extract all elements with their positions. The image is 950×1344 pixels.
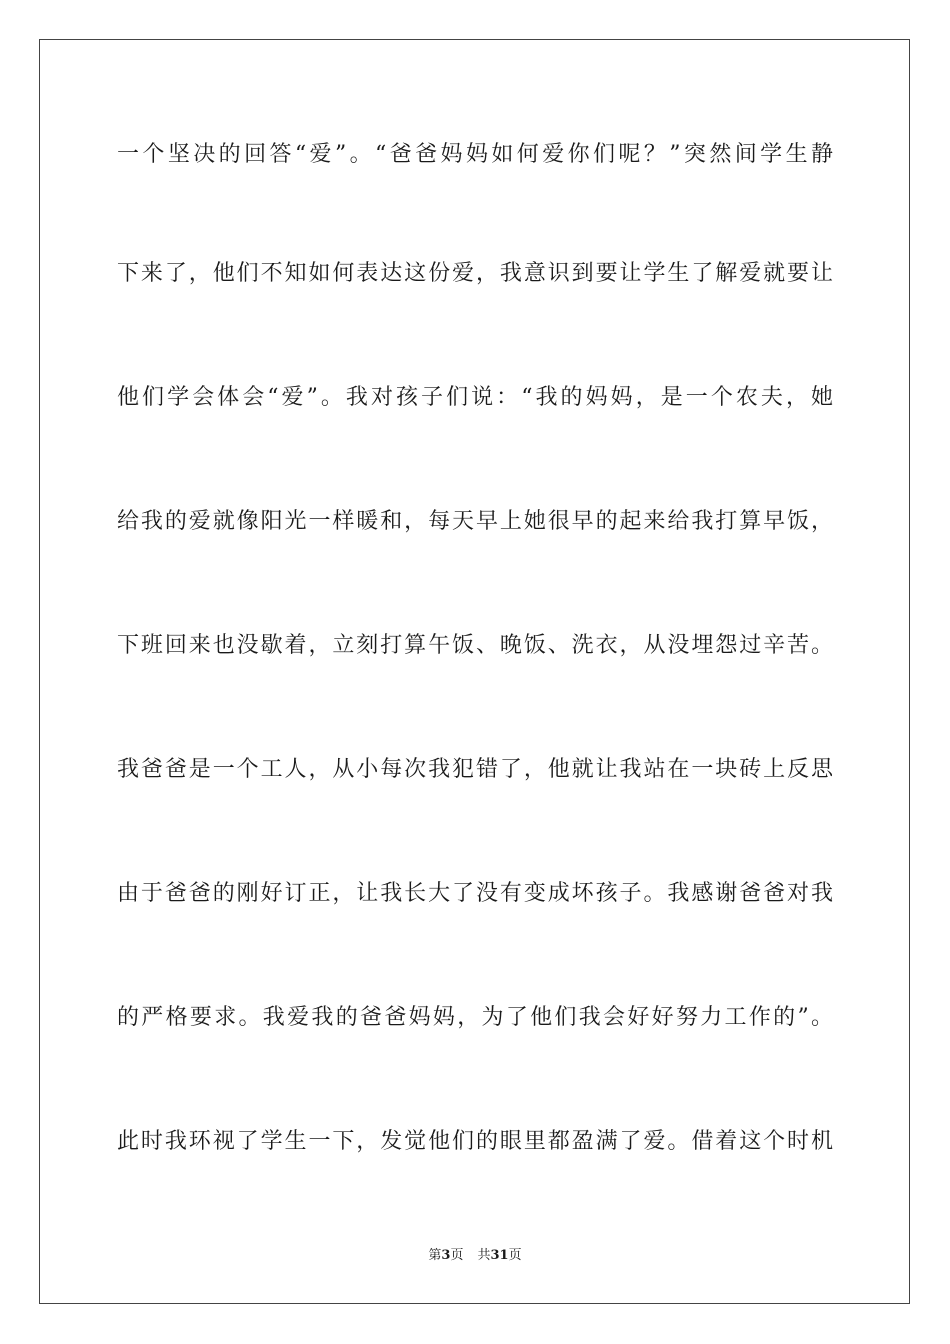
text-line-7: 由于爸爸的刚好订正，让我长大了没有变成坏孩子。我感谢爸爸对我 [117, 881, 833, 906]
total-prefix: 共 [477, 1248, 491, 1263]
page-prefix: 第 [428, 1248, 442, 1263]
page-suffix: 页 [450, 1248, 464, 1263]
total-pages: 31 [490, 1248, 509, 1263]
text-line-6: 我爸爸是一个工人，从小每次我犯错了，他就让我站在一块砖上反思 [117, 757, 833, 782]
page-number: 3 [441, 1248, 451, 1263]
text-line-8: 的严格要求。我爱我的爸爸妈妈，为了他们我会好好努力工作的”。 [117, 1005, 833, 1030]
total-suffix: 页 [508, 1248, 522, 1263]
text-line-2: 下来了，他们不知如何表达这份爱，我意识到要让学生了解爱就要让 [117, 261, 833, 286]
page-border [39, 39, 910, 1304]
text-line-9: 此时我环视了学生一下，发觉他们的眼里都盈满了爱。借着这个时机 [117, 1129, 833, 1154]
text-line-3: 他们学会体会“爱”。我对孩子们说：“我的妈妈，是一个农夫，她 [117, 385, 833, 410]
text-line-1: 一个坚决的回答“爱”。“爸爸妈妈如何爱你们呢？”突然间学生静 [117, 142, 833, 167]
text-line-5: 下班回来也没歇着，立刻打算午饭、晚饭、洗衣，从没埋怨过辛苦。 [117, 633, 833, 658]
page-footer [0, 1248, 950, 1264]
text-line-4: 给我的爱就像阳光一样暖和，每天早上她很早的起来给我打算早饭， [117, 509, 833, 534]
